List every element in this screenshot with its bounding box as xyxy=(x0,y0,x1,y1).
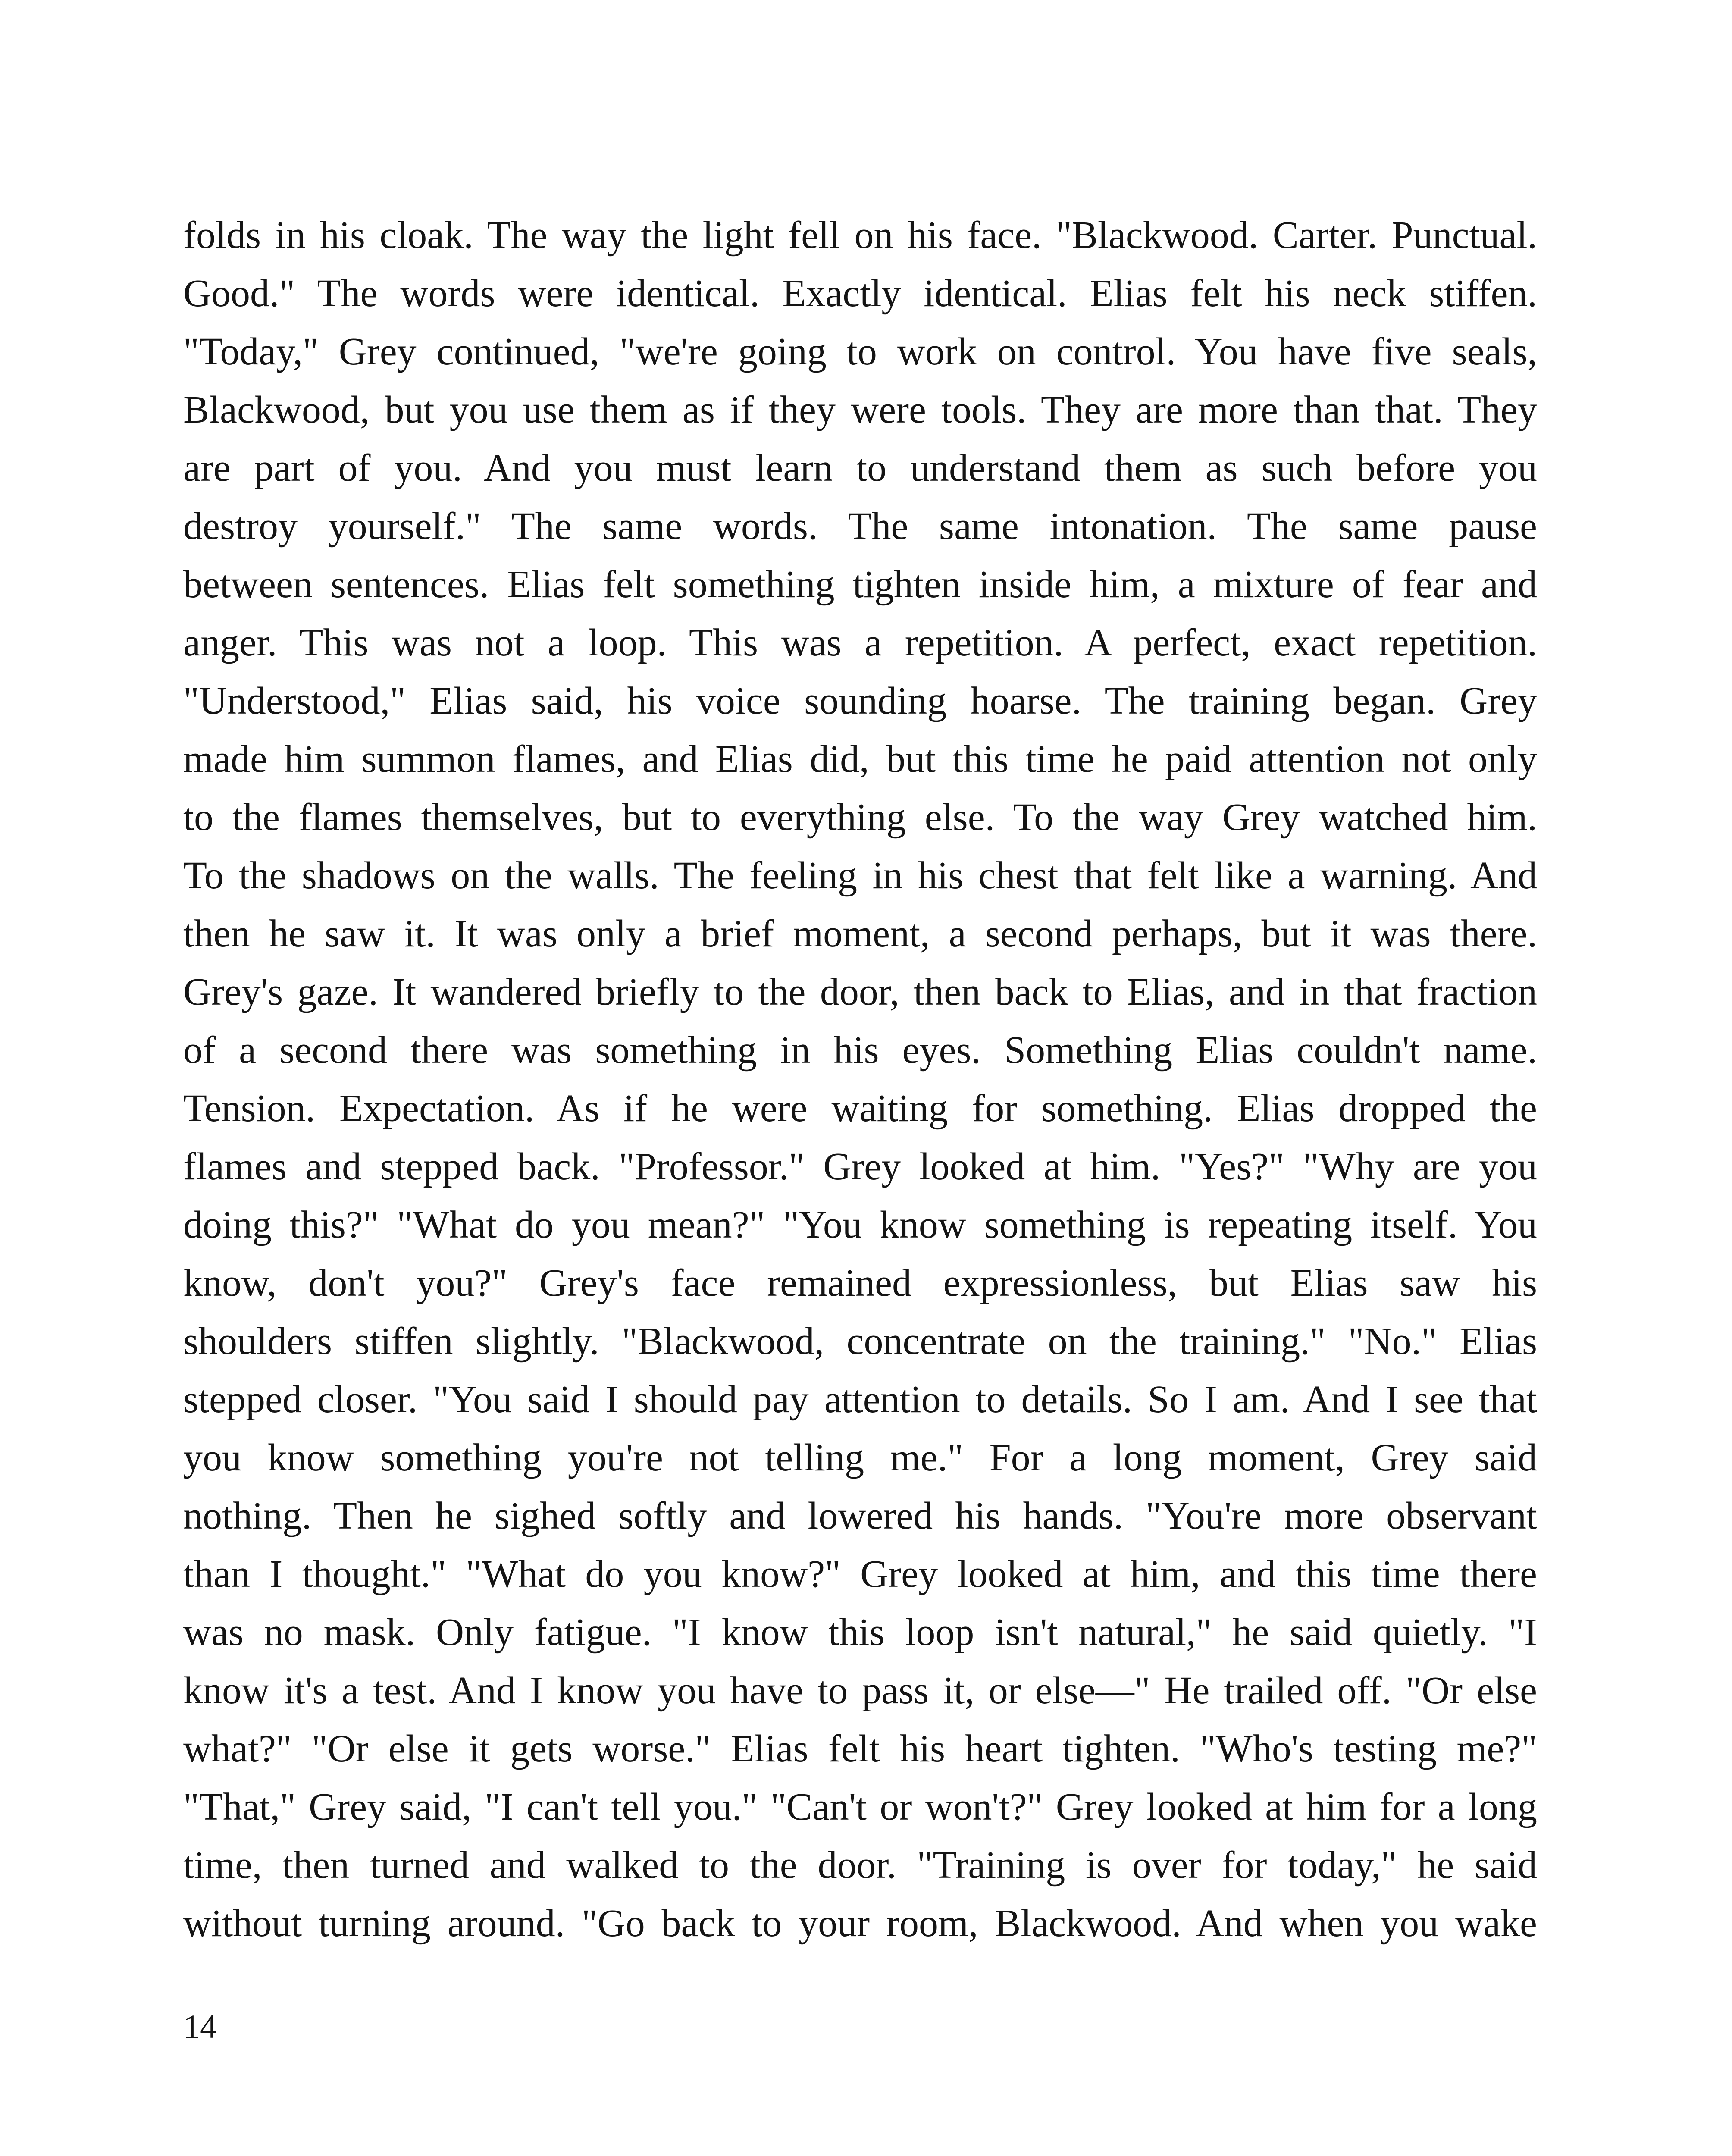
text-line: Grey's gaze. It wandered briefly to the door, then back to Elias, and in that fraction xyxy=(183,971,1537,1013)
text-line: to the flames themselves, but to everything else. To the way Grey watched him. xyxy=(183,796,1537,839)
text-line: anger. This was not a loop. This was a repetition. A perfect, exact repetition. xyxy=(183,621,1537,664)
text-line: than I thought." "What do you know?" Grey looked at him, and this time there xyxy=(183,1553,1537,1595)
text-line: you know something you're not telling me." For a long moment, Grey said xyxy=(183,1436,1537,1479)
text-line: between sentences. Elias felt something tighten inside him, a mixture of fear and xyxy=(183,563,1537,606)
text-line: folds in his cloak. The way the light fell on his face. "Blackwood. Carter. Punctual. xyxy=(183,214,1537,257)
text-line: made him summon flames, and Elias did, but this time he paid attention not only xyxy=(183,738,1537,780)
text-line: "Today," Grey continued, "we're going to work on control. You have five seals, xyxy=(183,330,1537,373)
text-line: of a second there was something in his eyes. Something Elias couldn't name. xyxy=(183,1029,1537,1072)
text-line: flames and stepped back. "Professor." Grey looked at him. "Yes?" "Why are you xyxy=(183,1145,1537,1188)
text-line: destroy yourself." The same words. The same intonation. The same pause xyxy=(183,505,1537,548)
text-line: Blackwood, but you use them as if they were tools. They are more than that. They xyxy=(183,389,1537,431)
text-line: are part of you. And you must learn to understand them as such before you xyxy=(183,447,1537,489)
text-line: "Understood," Elias said, his voice sounding hoarse. The training began. Grey xyxy=(183,680,1537,722)
text-line: "That," Grey said, "I can't tell you." "Can't or won't?" Grey looked at him for a long xyxy=(183,1786,1537,1828)
page-number: 14 xyxy=(183,2008,217,2045)
text-line: know it's a test. And I know you have to pass it, or else—" He trailed off. "Or else xyxy=(183,1669,1537,1712)
text-line: then he saw it. It was only a brief moment, a second perhaps, but it was there. xyxy=(183,912,1537,955)
text-line: nothing. Then he sighed softly and lowered his hands. "You're more observant xyxy=(183,1495,1537,1537)
body-text xyxy=(183,206,1537,1952)
text-line: stepped closer. "You said I should pay attention to details. So I am. And I see that xyxy=(183,1378,1537,1421)
text-line: was no mask. Only fatigue. "I know this loop isn't natural," he said quietly. "I xyxy=(183,1611,1537,1654)
text-line: To the shadows on the walls. The feeling in his chest that felt like a warning. And xyxy=(183,854,1537,897)
text-line: without turning around. "Go back to your room, Blackwood. And when you wake xyxy=(183,1902,1537,1945)
text-line: doing this?" "What do you mean?" "You know something is repeating itself. You xyxy=(183,1203,1537,1246)
text-line: know, don't you?" Grey's face remained expressionless, but Elias saw his xyxy=(183,1262,1537,1304)
text-line: what?" "Or else it gets worse." Elias felt his heart tighten. "Who's testing me?" xyxy=(183,1727,1537,1770)
text-line: Tension. Expectation. As if he were waiting for something. Elias dropped the xyxy=(183,1087,1537,1130)
text-line: shoulders stiffen slightly. "Blackwood, concentrate on the training." "No." Elias xyxy=(183,1320,1537,1363)
text-line: time, then turned and walked to the door. "Training is over for today," he said xyxy=(183,1844,1537,1887)
text-line: Good." The words were identical. Exactly identical. Elias felt his neck stiffen. xyxy=(183,272,1537,315)
